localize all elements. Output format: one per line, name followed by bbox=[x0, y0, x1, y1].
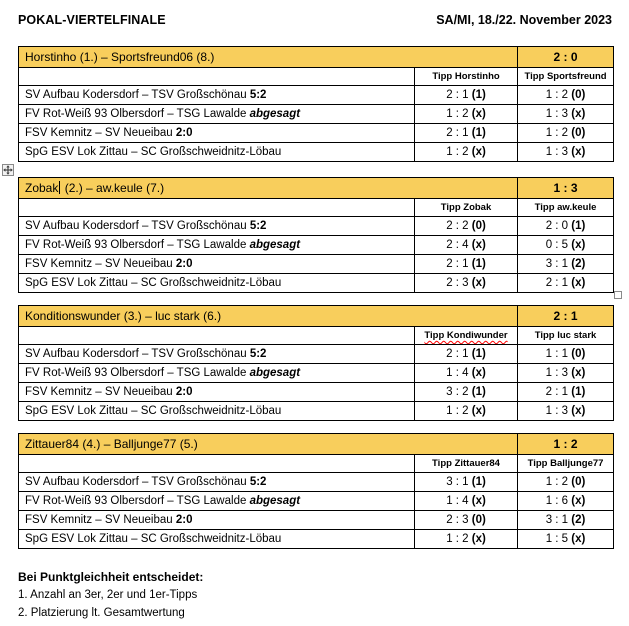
tip-cell-1 bbox=[415, 217, 518, 236]
tip-points: (x) bbox=[571, 405, 586, 417]
tip-points: (1) bbox=[571, 220, 586, 232]
tip-score: 2 : 3 bbox=[446, 277, 472, 289]
tip-table-grid bbox=[18, 177, 614, 293]
match-cell: FSV Kemnitz – SV Neueibau 2:0 bbox=[19, 511, 415, 530]
tip-cell-2 bbox=[518, 492, 614, 511]
duel-score: 2 : 0 bbox=[518, 47, 614, 68]
tip-score: 2 : 1 bbox=[446, 127, 472, 139]
tip-cell-2 bbox=[518, 511, 614, 530]
document-header bbox=[0, 0, 629, 27]
match-result: 5:2 bbox=[249, 220, 267, 232]
tip-score: 0 : 5 bbox=[545, 239, 572, 251]
tip-table bbox=[18, 177, 613, 293]
tip-table-grid bbox=[18, 46, 614, 162]
tip-score: 2 : 1 bbox=[545, 277, 572, 289]
text-cursor bbox=[59, 181, 60, 194]
tip-col-header-1: Tipp Horstinho bbox=[415, 68, 518, 86]
match-result: abgesagt bbox=[249, 367, 301, 379]
table-move-handle-icon[interactable] bbox=[2, 164, 14, 176]
duel-header-row bbox=[19, 434, 614, 455]
tip-cell-1 bbox=[415, 86, 518, 105]
tip-table bbox=[18, 305, 613, 421]
tip-points: (1) bbox=[471, 127, 486, 139]
tip-points: (x) bbox=[471, 405, 486, 417]
tip-cell-2 bbox=[518, 473, 614, 492]
duel-title: Zittauer84 (4.) – Balljunge77 (5.) bbox=[19, 434, 518, 455]
match-cell: FV Rot-Weiß 93 Olbersdorf – TSG Lawalde abgesagt bbox=[19, 105, 415, 124]
tip-cell-1 bbox=[415, 274, 518, 293]
match-row bbox=[19, 383, 614, 402]
tip-score: 1 : 3 bbox=[545, 405, 572, 417]
tip-points: (x) bbox=[571, 367, 586, 379]
match-result: 2:0 bbox=[175, 127, 193, 139]
tip-points: (x) bbox=[471, 277, 486, 289]
match-row bbox=[19, 255, 614, 274]
tip-cell-1 bbox=[415, 124, 518, 143]
tip-points: (0) bbox=[571, 89, 586, 101]
match-row bbox=[19, 217, 614, 236]
tip-score: 2 : 0 bbox=[545, 220, 572, 232]
match-cell: SV Aufbau Kodersdorf – TSV Großschönau 5:2 bbox=[19, 345, 415, 364]
tip-cell-2 bbox=[518, 402, 614, 421]
tip-points: (x) bbox=[471, 533, 486, 545]
duel-header-row bbox=[19, 306, 614, 327]
tip-score: 1 : 3 bbox=[545, 146, 572, 158]
tip-score: 2 : 1 bbox=[446, 348, 472, 360]
tip-points: (x) bbox=[471, 146, 486, 158]
tip-table bbox=[18, 46, 613, 162]
tip-cell-1 bbox=[415, 402, 518, 421]
tip-cell-2 bbox=[518, 364, 614, 383]
match-row bbox=[19, 511, 614, 530]
tip-cell-2 bbox=[518, 383, 614, 402]
duel-header-row bbox=[19, 178, 614, 199]
tip-cell-1 bbox=[415, 473, 518, 492]
tip-column-header-row bbox=[19, 68, 614, 86]
tip-col-header-1: Tipp Zittauer84 bbox=[415, 455, 518, 473]
tip-score: 2 : 2 bbox=[446, 220, 472, 232]
tip-cell-2 bbox=[518, 530, 614, 549]
tip-score: 2 : 1 bbox=[545, 386, 572, 398]
tip-score: 1 : 2 bbox=[545, 127, 572, 139]
match-cell: SV Aufbau Kodersdorf – TSV Großschönau 5:2 bbox=[19, 86, 415, 105]
match-cell: FV Rot-Weiß 93 Olbersdorf – TSG Lawalde abgesagt bbox=[19, 492, 415, 511]
tip-score: 1 : 6 bbox=[545, 495, 572, 507]
tiebreaker-section bbox=[0, 549, 629, 622]
duel-title: Horstinho (1.) – Sportsfreund06 (8.) bbox=[19, 47, 518, 68]
tip-score: 2 : 3 bbox=[446, 514, 472, 526]
tip-table-grid bbox=[18, 305, 614, 421]
tip-points: (x) bbox=[571, 533, 586, 545]
match-row bbox=[19, 402, 614, 421]
match-cell: SpG ESV Lok Zittau – SC Großschweidnitz-Löbau bbox=[19, 274, 415, 293]
tip-points: (1) bbox=[471, 258, 486, 270]
tip-score: 1 : 2 bbox=[545, 89, 572, 101]
match-result: abgesagt bbox=[249, 108, 301, 120]
tip-score: 2 : 4 bbox=[446, 239, 472, 251]
match-cell: SpG ESV Lok Zittau – SC Großschweidnitz-Löbau bbox=[19, 402, 415, 421]
tiebreaker-heading: Bei Punktgleichheit entscheidet: bbox=[18, 570, 204, 584]
tiebreaker-rule-2: 2. Platzierung lt. Gesamtwertung bbox=[18, 607, 185, 619]
tip-points: (0) bbox=[571, 348, 586, 360]
tip-points: (x) bbox=[571, 277, 586, 289]
tip-tables-container bbox=[0, 46, 629, 549]
tip-score: 1 : 3 bbox=[545, 108, 572, 120]
match-cell: SpG ESV Lok Zittau – SC Großschweidnitz-Löbau bbox=[19, 143, 415, 162]
tip-cell-2 bbox=[518, 124, 614, 143]
tip-points: (1) bbox=[471, 89, 486, 101]
tip-column-header-row bbox=[19, 199, 614, 217]
tip-score: 2 : 1 bbox=[446, 258, 472, 270]
tip-column-header-row bbox=[19, 455, 614, 473]
tip-cell-1 bbox=[415, 511, 518, 530]
tip-col-header-2: Tipp Balljunge77 bbox=[518, 455, 614, 473]
empty-cell bbox=[19, 455, 415, 473]
match-row bbox=[19, 274, 614, 293]
tip-points: (x) bbox=[571, 239, 586, 251]
match-row bbox=[19, 345, 614, 364]
tip-score: 1 : 2 bbox=[446, 405, 472, 417]
match-result: 5:2 bbox=[249, 89, 267, 101]
duel-title: Zobak (2.) – aw.keule (7.) bbox=[19, 178, 518, 199]
tip-points: (2) bbox=[571, 258, 586, 270]
match-row bbox=[19, 492, 614, 511]
tip-points: (1) bbox=[471, 348, 486, 360]
tip-cell-1 bbox=[415, 105, 518, 124]
match-rows bbox=[19, 473, 614, 549]
tip-cell-2 bbox=[518, 217, 614, 236]
match-result: 5:2 bbox=[249, 348, 267, 360]
tip-cell-2 bbox=[518, 255, 614, 274]
tip-points: (0) bbox=[471, 220, 486, 232]
tip-score: 3 : 1 bbox=[545, 514, 572, 526]
tip-table bbox=[18, 433, 613, 549]
tip-cell-1 bbox=[415, 492, 518, 511]
tip-score: 1 : 2 bbox=[545, 476, 572, 488]
match-row bbox=[19, 124, 614, 143]
match-cell: FV Rot-Weiß 93 Olbersdorf – TSG Lawalde abgesagt bbox=[19, 364, 415, 383]
tip-score: 3 : 1 bbox=[446, 476, 472, 488]
tip-score: 1 : 4 bbox=[446, 367, 472, 379]
empty-cell bbox=[19, 68, 415, 86]
tip-points: (x) bbox=[471, 239, 486, 251]
tiebreaker-rule-1: 1. Anzahl an 3er, 2er und 1er-Tipps bbox=[18, 589, 198, 601]
tip-score: 1 : 5 bbox=[545, 533, 572, 545]
tip-cell-2 bbox=[518, 345, 614, 364]
match-rows bbox=[19, 86, 614, 162]
tip-points: (x) bbox=[571, 108, 586, 120]
tip-points: (x) bbox=[571, 495, 586, 507]
tip-points: (2) bbox=[571, 514, 586, 526]
tip-score: 1 : 2 bbox=[446, 108, 472, 120]
tip-score: 2 : 1 bbox=[446, 89, 472, 101]
tip-cell-2 bbox=[518, 274, 614, 293]
match-row bbox=[19, 86, 614, 105]
duel-score: 2 : 1 bbox=[518, 306, 614, 327]
match-cell: SpG ESV Lok Zittau – SC Großschweidnitz-Löbau bbox=[19, 530, 415, 549]
tip-cell-1 bbox=[415, 255, 518, 274]
tip-points: (0) bbox=[571, 476, 586, 488]
match-cell: SV Aufbau Kodersdorf – TSV Großschönau 5:2 bbox=[19, 473, 415, 492]
match-result: abgesagt bbox=[249, 239, 301, 251]
tip-score: 1 : 2 bbox=[446, 533, 472, 545]
match-row bbox=[19, 530, 614, 549]
table-resize-handle[interactable] bbox=[614, 291, 622, 299]
tip-cell-1 bbox=[415, 530, 518, 549]
tip-col-header-1: Tipp Kondiwunder bbox=[415, 327, 518, 345]
tip-score: 1 : 2 bbox=[446, 146, 472, 158]
match-cell: SV Aufbau Kodersdorf – TSV Großschönau 5:2 bbox=[19, 217, 415, 236]
match-result: abgesagt bbox=[249, 495, 301, 507]
tip-points: (0) bbox=[571, 127, 586, 139]
duel-score: 1 : 2 bbox=[518, 434, 614, 455]
match-rows bbox=[19, 345, 614, 421]
tip-points: (x) bbox=[471, 367, 486, 379]
page-title: POKAL-VIERTELFINALE bbox=[18, 13, 166, 27]
tip-points: (0) bbox=[471, 514, 486, 526]
tip-score: 1 : 1 bbox=[545, 348, 572, 360]
tip-score: 1 : 4 bbox=[446, 495, 472, 507]
tip-score: 3 : 1 bbox=[545, 258, 572, 270]
tip-cell-1 bbox=[415, 383, 518, 402]
empty-cell bbox=[19, 327, 415, 345]
match-cell: FSV Kemnitz – SV Neueibau 2:0 bbox=[19, 124, 415, 143]
tip-col-header-2: Tipp luc stark bbox=[518, 327, 614, 345]
match-row bbox=[19, 364, 614, 383]
duel-score: 1 : 3 bbox=[518, 178, 614, 199]
tip-points: (x) bbox=[471, 495, 486, 507]
match-row bbox=[19, 143, 614, 162]
tip-cell-2 bbox=[518, 105, 614, 124]
tip-score: 3 : 2 bbox=[446, 386, 472, 398]
match-row bbox=[19, 236, 614, 255]
tip-column-header-row bbox=[19, 327, 614, 345]
match-result: 2:0 bbox=[175, 258, 193, 270]
match-row bbox=[19, 105, 614, 124]
duel-title: Konditionswunder (3.) – luc stark (6.) bbox=[19, 306, 518, 327]
tip-points: (x) bbox=[571, 146, 586, 158]
tip-cell-2 bbox=[518, 86, 614, 105]
tip-cell-2 bbox=[518, 143, 614, 162]
tip-score: 1 : 3 bbox=[545, 367, 572, 379]
tip-cell-1 bbox=[415, 236, 518, 255]
match-rows bbox=[19, 217, 614, 293]
tip-points: (x) bbox=[471, 108, 486, 120]
tip-cell-2 bbox=[518, 236, 614, 255]
match-cell: FSV Kemnitz – SV Neueibau 2:0 bbox=[19, 255, 415, 274]
tip-col-header-2: Tipp Sportsfreund bbox=[518, 68, 614, 86]
match-cell: FSV Kemnitz – SV Neueibau 2:0 bbox=[19, 383, 415, 402]
tip-cell-1 bbox=[415, 364, 518, 383]
header-date: SA/MI, 18./22. November 2023 bbox=[436, 13, 612, 27]
tip-cell-1 bbox=[415, 143, 518, 162]
match-result: 2:0 bbox=[175, 514, 193, 526]
tip-points: (1) bbox=[471, 476, 486, 488]
match-cell: FV Rot-Weiß 93 Olbersdorf – TSG Lawalde abgesagt bbox=[19, 236, 415, 255]
tip-table-grid bbox=[18, 433, 614, 549]
empty-cell bbox=[19, 199, 415, 217]
tip-cell-1 bbox=[415, 345, 518, 364]
tip-col-header-2: Tipp aw.keule bbox=[518, 199, 614, 217]
tip-col-header-1: Tipp Zobak bbox=[415, 199, 518, 217]
match-result: 5:2 bbox=[249, 476, 267, 488]
duel-header-row bbox=[19, 47, 614, 68]
tip-points: (1) bbox=[471, 386, 486, 398]
tip-points: (1) bbox=[571, 386, 586, 398]
match-result: 2:0 bbox=[175, 386, 193, 398]
match-row bbox=[19, 473, 614, 492]
